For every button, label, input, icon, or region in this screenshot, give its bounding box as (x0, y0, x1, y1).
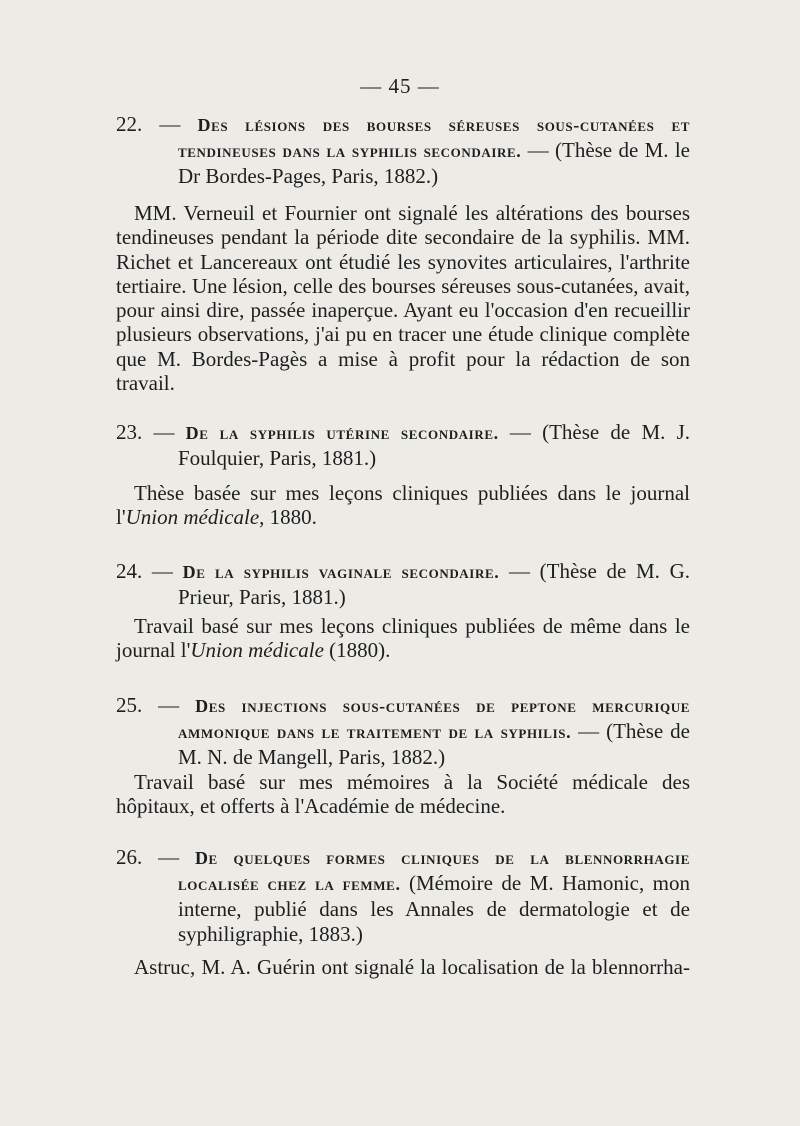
entry-23-description (116, 481, 690, 530)
entry-number: 25. — (116, 693, 196, 717)
body-text: Travail basé sur mes leçons cliniques publiées de même dans le journal l' (116, 614, 690, 663)
entry-25-heading (116, 693, 690, 770)
entry-24-description (116, 614, 690, 663)
entry-25-description: Travail basé sur mes mémoires à la Société médicale des hôpitaux, et offerts à l'Académie de médecine. (116, 770, 690, 819)
entry-citation: (Mémoire de M. Hamonic, mon interne, publié dans les Annales de dermatologie et de syphiligraphie, 1883.) (178, 871, 690, 946)
entry-23-heading (116, 420, 690, 471)
entry-title: Des injections sous-cutanées de peptone mercurique ammonique dans le traitement de la syphilis. (178, 696, 691, 742)
entry-22-description: MM. Verneuil et Fournier ont signalé les altérations des bourses tendineuses pendant la période dite secondaire de la syphilis. MM. Richet et Lancereaux ont étudié les synovites articulaires, l'arthrite tertiaire. Une lésion, celle des bourses séreuses sous-cutanées, avait, pour ainsi dire, passée inaperçue. Ayant eu l'occasion d'en recueillir plusieurs observations, j'ai pu en tracer une étude clinique complète que M. Bordes-Pagès a mise à profit pour la rédaction de son travail. (116, 201, 690, 396)
body-text: (1880). (323, 638, 391, 663)
page-number: — 45 — (360, 74, 440, 98)
entry-number: 24. — (116, 559, 183, 583)
entry-title: De la syphilis utérine secondaire. (185, 423, 499, 443)
entry-citation: — (Thèse de M. G. Prieur, Paris, 1881.) (178, 559, 690, 609)
journal-title: Union médicale (190, 638, 324, 663)
body-text: , 1880. (259, 505, 317, 530)
entry-22-heading (116, 112, 690, 189)
entry-citation: — (Thèse de M. le Dr Bordes-Pages, Paris, 1882.) (178, 138, 690, 188)
entry-24-heading (116, 559, 690, 610)
entry-title: De quelques formes cliniques de la blennorrhagie localisée chez la femme. (178, 848, 690, 894)
entry-26-heading (116, 845, 690, 947)
entry-title: De la syphilis vaginale secondaire. (182, 562, 500, 582)
entry-number: 26. — (116, 845, 195, 869)
entry-citation: — (Thèse de M. J. Foulquier, Paris, 1881.) (178, 420, 690, 470)
entry-citation: — (Thèse de M. N. de Mangell, Paris, 1882.) (178, 719, 690, 769)
entry-number: 23. — (116, 420, 186, 444)
entry-26-description: Astruc, M. A. Guérin ont signalé la localisation de la blennorrha- (134, 955, 690, 979)
entry-number: 22. — (116, 112, 198, 136)
body-text: Thèse basée sur mes leçons cliniques publiées dans le journal l' (116, 481, 690, 530)
journal-title: Union médicale (125, 505, 260, 530)
entry-title: Des lésions des bourses séreuses sous-cutanées et tendineuses dans la syphilis secondaire. (178, 115, 690, 161)
